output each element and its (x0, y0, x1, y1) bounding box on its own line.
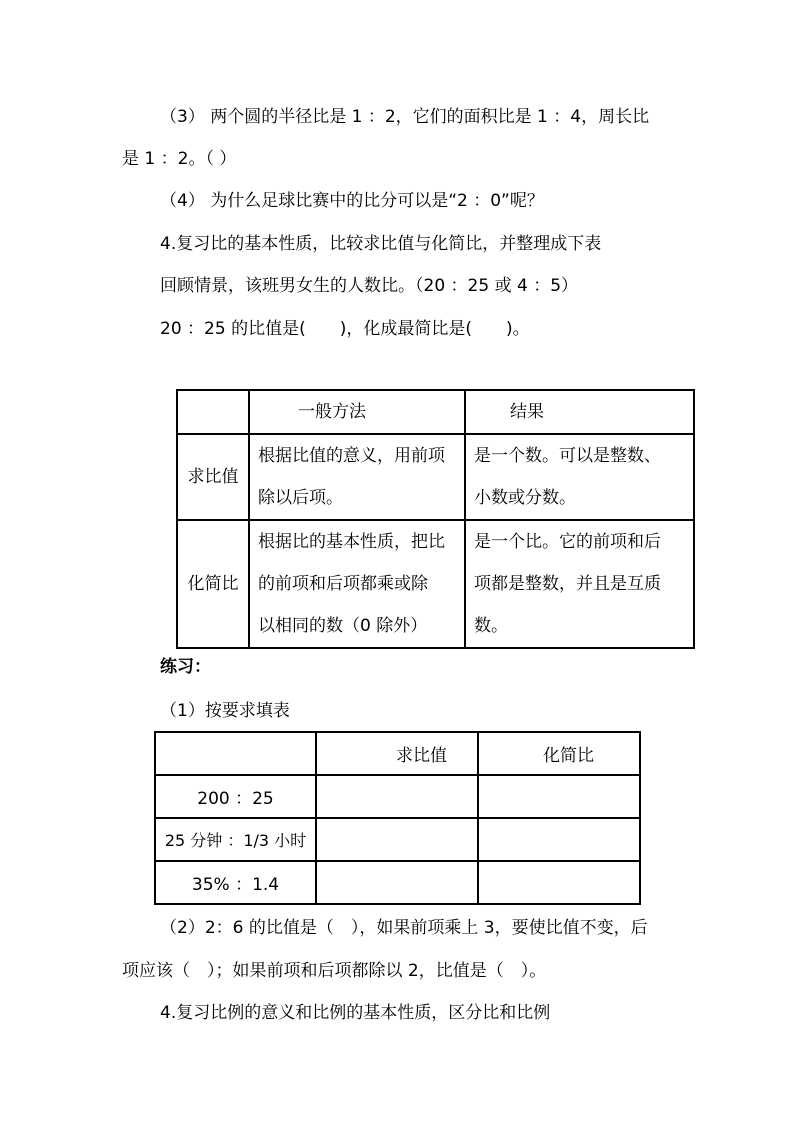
cell-line: 根据比的基本性质，把比 (258, 532, 445, 552)
review-scenario: 回顾情景，该班男女生的人数比。（20 ：25 或 4 ：5） (160, 276, 579, 296)
practice-item-1: （1）按要求填表 (160, 701, 290, 721)
table-row (155, 775, 640, 818)
cell-line: 除以后项。 (258, 488, 343, 508)
table-header-row (177, 390, 694, 434)
result-cell (465, 520, 694, 648)
section-heading-4-proportion: 4.复习比例的意义和比例的基本性质，区分比和比例 (160, 1003, 551, 1023)
practice-item-2-line-2: 项应该（ ）；如果前项和后项都除以 2，比值是（ ）。 (122, 961, 547, 981)
answer-cell[interactable] (316, 775, 478, 818)
fill-in-table (154, 731, 641, 905)
practice-title: 练习： (160, 657, 211, 677)
row-label: 化简比 (177, 520, 249, 648)
table-header-row (155, 732, 640, 775)
question-4: （4） 为什么足球比赛中的比分可以是“2 ：0”呢？ (160, 191, 544, 211)
table-header-cell: 求比值 (316, 732, 478, 775)
comparison-table (176, 389, 695, 649)
table-header-cell (155, 732, 316, 775)
cell-line: 是一个比。它的前项和后 (474, 532, 661, 552)
table-header-cell: 一般方法 (249, 390, 465, 434)
result-cell (465, 434, 694, 520)
section-heading-4: 4.复习比的基本性质，比较求比值与化简比，并整理成下表 (160, 234, 602, 254)
ratio-question: 20 ：25 的比值是( )，化成最简比是( )。 (160, 319, 530, 339)
answer-cell[interactable] (478, 861, 640, 904)
answer-cell[interactable] (316, 861, 478, 904)
question-3-line-2: 是 1 ：2。（ ） (122, 149, 237, 169)
answer-cell[interactable] (478, 818, 640, 861)
ratio-cell: 25 分钟 ：1/3 小时 (155, 818, 316, 861)
table-header-cell: 化简比 (478, 732, 640, 775)
cell-line: 根据比值的意义，用前项 (258, 446, 445, 466)
practice-item-2-line-1: （2）2：6 的比值是（ ），如果前项乘上 3，要使比值不变，后 (160, 918, 648, 938)
cell-line: 的前项和后项都乘或除 (258, 574, 428, 594)
ratio-cell: 200 ：25 (155, 775, 316, 818)
question-3-line-1: （3） 两个圆的半径比是 1 ：2，它们的面积比是 1 ：4，周长比 (160, 107, 650, 127)
table-row (177, 520, 694, 648)
cell-line: 数。 (474, 616, 508, 636)
method-cell (249, 434, 465, 520)
table-row (177, 434, 694, 520)
cell-line: 以相同的数（0 除外） (258, 616, 428, 636)
ratio-cell: 35% ：1.4 (155, 861, 316, 904)
table-header-cell: 结果 (465, 390, 694, 434)
cell-line: 是一个数。可以是整数、 (474, 446, 661, 466)
row-label: 求比值 (177, 434, 249, 520)
answer-cell[interactable] (478, 775, 640, 818)
cell-line: 项都是整数，并且是互质 (474, 574, 661, 594)
answer-cell[interactable] (316, 818, 478, 861)
method-cell (249, 520, 465, 648)
table-row (155, 818, 640, 861)
cell-line: 小数或分数。 (474, 488, 576, 508)
table-row (155, 861, 640, 904)
table-header-cell (177, 390, 249, 434)
